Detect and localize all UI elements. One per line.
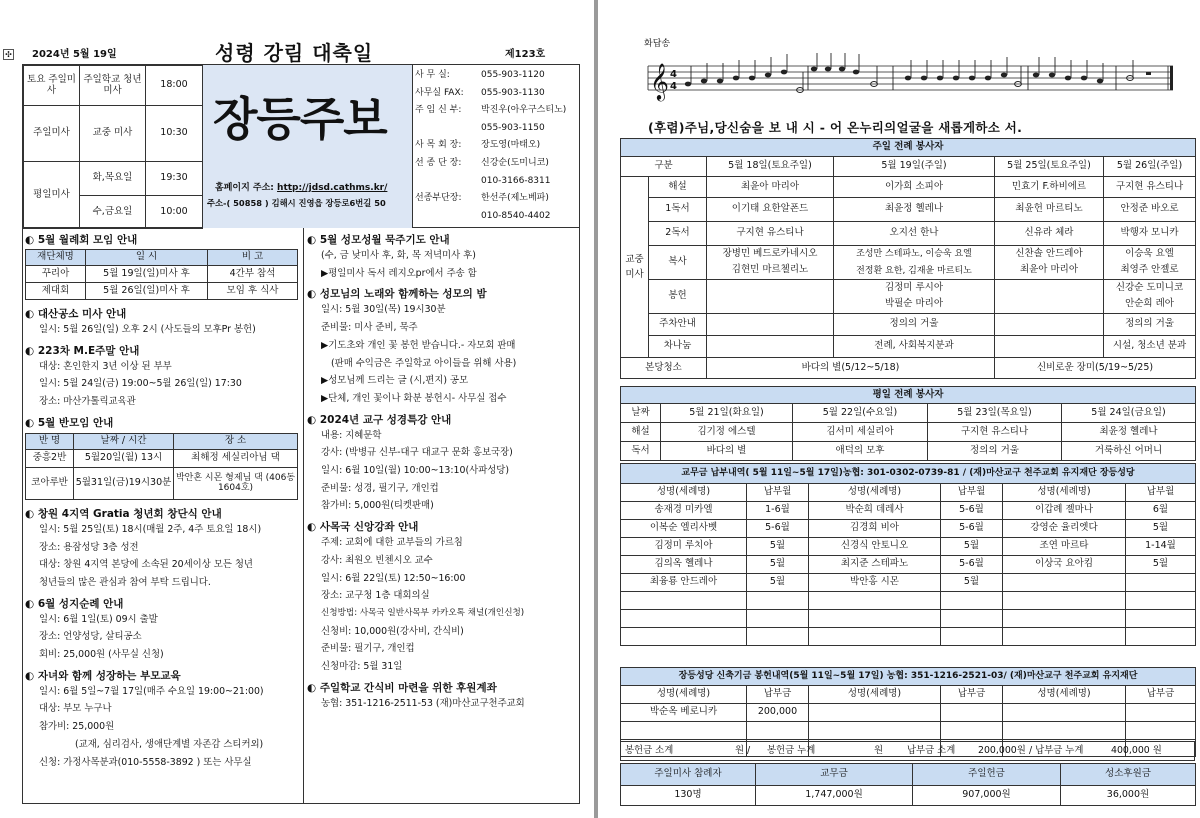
logo-box (202, 65, 413, 228)
schedule-time: 19:30 (146, 162, 203, 196)
notice-column-left: ◐ 5월 월례회 모임 안내 재단체명 일 시 비 고 꾸리아 5월 19일(일)미사 후 4간부 참석 제대회 5월 26일(일)미사 후 모임 후 식사 ◐ 대산공소 미사 안내 일시: 5월 26일(일) 오후 2시 (사도들의 모후Pr 봉헌) ◐ 223차 M.E주말 안내 대상: 혼인한지 3년 이상 된 부부 일시: 5월 24일(금) 19:00~5월 26일(일) 17:30 장소: 마산가톨릭교육관 ◐ 5월 반모임 안내 반 명 날짜 / 시간 장 소 중흥2반 5월20일(월) 13시 최해정 세실리아님 댁 코아루반 5월31일(금)19시30분 박안혼 시몬 형제님 댁 (406동1604호) ◐ 창원 4지역 Gratia 청년회 창단식 안내 일시: 5월 25일(토) 18시(매월 2주, 4주 토요일 18시) 장소: 용잠성당 3층 성전 대상: 창원 4지역 본당에 소속된 20세이상 모든 청년 청년들의 많은 관심과 참여 부탁 드립니다. ◐ 6월 성지순례 안내 일시: 6월 1일(토) 09시 출발 장소: 언양성당, 살티공소 회비: 25,000원 (사무실 신청) ◐ 자녀와 함께 성장하는 부모교육 일시: 6월 5일~7월 17일(매주 수요일 19:00~21:00) 대상: 부모 누구나 참가비: 25,000원 (교재, 심리검사, 생애단계별 자존감 스티커외) 신청: 가정사목분과(010-5558-3892 ) 또는 사무실 (25, 232, 301, 771)
tithe-table: 교무금 납부내역( 5월 11일~5월 17일)농협: 301-0302-0739-81 / (재)마산교구 천주교회 유지재단 장등성당 성명(세례명) 납부월 성명(세례명) 납부월 성명(세례명) 납부월 송재경 미카엘 1-6월 박순희 데레사 5-6월 이갑례 젤마나 6월 이복순 엘리사벳 5-6월 김경희 비아 5-6월 강영순 율리엣다 5월 김정미 루치아 5월 신경식 안토니오 5월 조연 마르타 1-14월 김의옥 헬레나 5월 최지준 스테파노 5-6월 이상국 요아킴 5월 최융룡 안드레아 5월 박안홍 시몬 5월 (620, 463, 1196, 646)
parish-address: 주소-( 50858 ) 김해시 진영읍 장등로6번길 50 (207, 198, 386, 208)
notice-title: ◐ 창원 4지역 Gratia 청년회 창단식 안내 (25, 507, 222, 520)
hymn-label: 화답송 (644, 39, 671, 49)
schedule-time: 10:00 (146, 196, 203, 229)
left-page (0, 0, 594, 818)
contact-row: 선 종 단 장: 신강순(도미니코) (415, 157, 549, 168)
side-label: 교중미사 (621, 177, 649, 358)
offering-stats-table: 주일미사 참례자 교무금 주일헌금 성소후원금 130명 1,747,000원 907,000원 36,000원 (620, 763, 1196, 806)
schedule-name: 주일학교 청년미사 (80, 66, 146, 106)
psalm-refrain: (후렴)주님,당신숨을 보 내 시 - 어 온누리의얼굴을 새롭게하소 서. (648, 120, 1023, 135)
sunday-servers-table: 주일 전례 봉사자 구분 5월 18일(토요주일) 5월 19일(주일) 5월 25일(토요주일) 5월 26일(주일) 교중미사 해설 최윤아 마리아 이가희 소피아 민효기 F.하비에르 구지현 유스티나 1독서 이기태 요한알폰드 최윤정 헬레나 최윤헌 마르티노 안정준 바오로 2독서 구지현 유스티나 오지선 한나 신유라 체라 박행자 모니카 복사 장병민 베드로카네시오 조성만 스테파노, 이승욱 요엘 신찬솔 안드레아 이승욱 요엘 김현민 마르첼리노 전정환 요한, 김재윤 마르티노 최윤아 마리아 최영주 안젤로 봉헌 김정미 루시아 신강순 도미니코 박필순 마리아 안순희 레아 주차안내 정의의 거울 정의의 거울 차나눔 전례, 사회복지분과 시설, 청소년 분과 본당청소 바다의 별(5/12~5/18) 신비로운 장미(5/19~5/25) (620, 138, 1196, 379)
sunday-title: 주일 전례 봉사자 (621, 139, 1196, 157)
svg-text:4: 4 (670, 81, 677, 92)
contact-row: 사 목 회 장: 장도영(마태오) (415, 140, 541, 151)
building-fund-table: 장등성당 신축기금 봉헌내역(5월 11일~5월 17일) 농협: 351-1216-2521-03/ (재)마산교구 천주교회 유지재단 성명(세례명) 납부금 성명(세례명) 납부금 성명(세례명) 납부금 박순옥 베로니카 200,000 (620, 667, 1196, 757)
svg-text:4: 4 (670, 69, 677, 80)
contact-row: 선종부단장: 한선주(제노베파) (415, 193, 549, 204)
schedule-name: 교중 미사 (80, 106, 146, 162)
move-handle-icon[interactable]: ✣ (3, 49, 14, 60)
cleaning-b: 신비로운 장미(5/19~5/25) (995, 358, 1196, 379)
contact-row: 010-3166-8311 (481, 175, 551, 186)
issue-number: 제123호 (505, 49, 546, 60)
bulletin-logo: 장등주보 (213, 92, 387, 146)
contact-row: 055-903-1150 (481, 122, 545, 133)
notice-title: ◐ 5월 성모성월 묵주기도 안내 (307, 234, 450, 246)
bulletin-date: 2024년 5월 19일 (32, 49, 117, 60)
notice-title: ◐ 223차 M.E주말 안내 (25, 344, 140, 357)
right-page (598, 0, 1200, 818)
notice-title: ◐ 사목국 신앙강좌 안내 (307, 521, 419, 534)
homepage-label: 홈페이지 주소: (215, 183, 274, 193)
homepage-line (215, 180, 387, 193)
contact-row: 주 임 신 부: 박진우(아우구스티노) (415, 105, 567, 116)
notice-title: ◐ 주일학교 간식비 마련을 위한 후원계좌 (307, 681, 497, 694)
schedule-group: 주일미사 (24, 106, 80, 162)
tithe-title: 교무금 납부내역( 5월 11일~5월 17일)농협: 301-0302-0739-81 / (재)마산교구 천주교회 유지재단 장등성당 (621, 464, 1196, 484)
schedule-group: 토요 주일미사 (24, 66, 80, 106)
contact-row: 010-8540-4402 (481, 210, 551, 221)
fund-summary: 봉헌금 소계 원 / 봉헌금 누계 원 납부금 소계 200,000원 / 납부금 누계 400,000 원 (620, 741, 1195, 761)
mass-schedule-table (23, 65, 203, 229)
homepage-link[interactable]: http://jdsd.cathms.kr/ (277, 183, 388, 193)
schedule-group: 평일미사 (24, 162, 80, 229)
notice-title: ◐ 2024년 교구 성경특강 안내 (307, 413, 452, 426)
contact-row: 사 무 실: 055-903-1120 (415, 70, 545, 80)
column-divider (303, 228, 304, 803)
notice-title: ◐ 5월 월례회 모임 안내 (25, 234, 138, 246)
cleaning-label: 본당청소 (621, 358, 707, 379)
schedule-name: 화,목요일 (80, 162, 146, 196)
notice-title: ◐ 자녀와 함께 성장하는 부모교육 (25, 669, 181, 682)
schedule-name: 수,금요일 (80, 196, 146, 229)
notice-title: ◐ 대산공소 미사 안내 (25, 308, 127, 320)
notice-title: ◐ 6월 성지순례 안내 (25, 597, 124, 610)
contact-list (415, 67, 579, 225)
notice-body (22, 228, 580, 804)
cleaning-a: 바다의 별(5/12~5/18) (707, 358, 995, 379)
fund-title: 장등성당 신축기금 봉헌내역(5월 11일~5월 17일) 농협: 351-1216-2521-03/ (재)마산교구 천주교회 유지재단 (621, 668, 1196, 686)
notice-title: ◐ 5월 반모임 안내 (25, 416, 114, 429)
monthly-meeting-table: 재단체명 일 시 비 고 꾸리아 5월 19일(일)미사 후 4간부 참석 제대회 5월 26일(일)미사 후 모임 후 식사 (25, 249, 298, 300)
treble-clef-icon: 𝄞 (650, 62, 669, 100)
schedule-time: 10:30 (146, 106, 203, 162)
weekday-servers-table: 평일 전례 봉사자 날짜 5월 21일(화요일) 5월 22일(수요일) 5월 23일(목요일) 5월 24일(금요일) 해설 김기정 에스텔 김서미 세실리아 구지현 유스티나 최윤정 헬레나 독서 바다의 별 애덕의 모후 정의의 거울 거룩하신 어머니 (620, 386, 1196, 461)
notice-title: ◐ 성모님의 노래와 함께하는 성모의 밤 (307, 288, 487, 301)
schedule-time: 18:00 (146, 66, 203, 106)
header-block (22, 64, 580, 228)
contact-row: 사무실 FAX: 055-903-1130 (415, 87, 545, 98)
cell-meeting-table: 반 명 날짜 / 시간 장 소 중흥2반 5월20일(월) 13시 최해정 세실리아님 댁 코아루반 5월31일(금)19시30분 박안혼 시몬 형제님 댁 (406동1604호) (25, 433, 298, 500)
weekday-title: 평일 전례 봉사자 (621, 387, 1196, 404)
notice-column-right: ◐ 5월 성모성월 묵주기도 안내 (수, 금 낮미사 후, 화, 목 저녁미사 후) ▶평일미사 독서 레지오pr에서 주송 함 ◐ 성모님의 노래와 함께하는 성모의 밤 일시: 5월 30일(목) 19시30분 준비물: 미사 준비, 묵주 ▶기도초와 개인 꽃 봉헌 받습니다.- 자모회 판매 (판매 수익금은 주일학교 아이들을 위해 사용) ▶성모님께 드리는 글 (시,편지) 공모 ▶단체, 개인 꽃이나 화분 봉헌시- 사무실 접수 ◐ 2024년 교구 성경특강 안내 내용: 지혜문학 강사: (박병규 신부-대구 대교구 문화 홍보국장) 일시: 6월 10일(월) 10:00~13:10(사파성당) 준비물: 성경, 필기구, 개인컵 참가비: 5,000원(티켓판매) ◐ 사목국 신앙강좌 안내 주제: 교회에 대한 교부들의 가르침 강사: 최원오 빈첸시오 교수 일시: 6월 22일(토) 12:50~16:00 장소: 교구청 1층 대회의실 신청방법: 사목국 일반사목부 카카오톡 채널(개인신청) 신청비: 10,000원(강사비, 간식비) 준비물: 필기구, 개인컵 신청마감: 5월 31일 ◐ 주일학교 간식비 마련을 위한 후원계좌 농협: 351-1216-2511-53 (재)마산교구천주교회 (307, 232, 579, 712)
psalm-staff (638, 52, 1178, 108)
feast-title: 성령 강림 대축일 (215, 41, 374, 65)
